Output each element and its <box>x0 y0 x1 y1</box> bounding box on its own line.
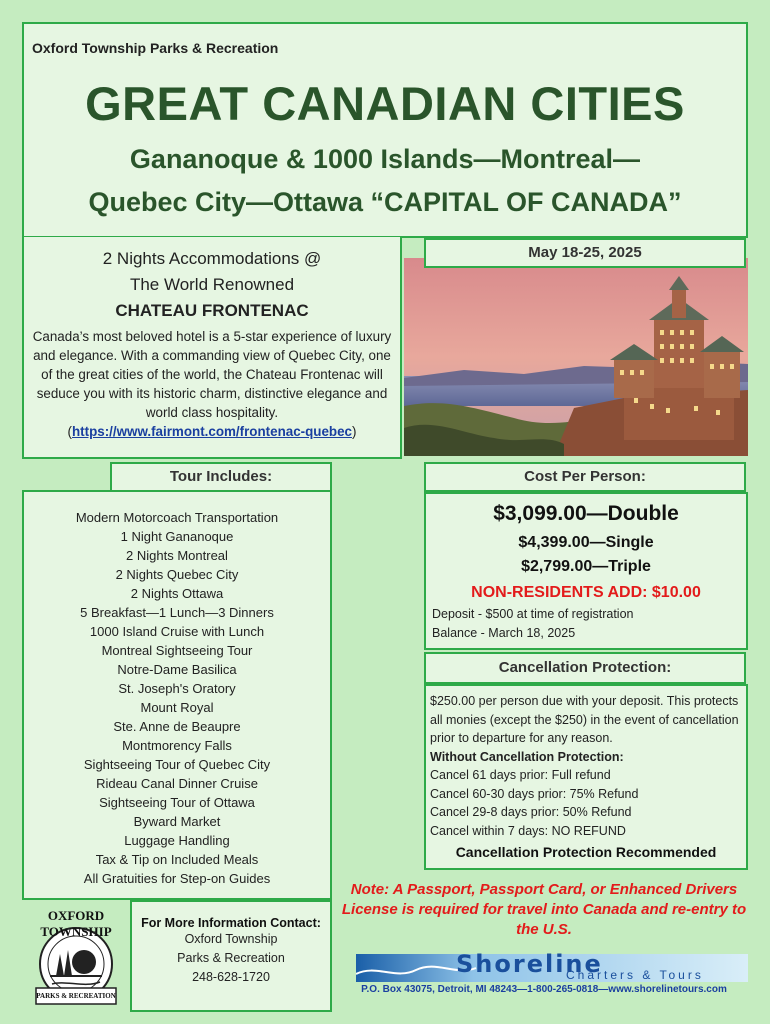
accommodation-line1: 2 Nights Accommodations @ <box>102 249 322 268</box>
tour-item: Mount Royal <box>140 700 214 715</box>
without-protection-heading: Without Cancellation Protection: <box>430 749 624 764</box>
cancellation-recommended: Cancellation Protection Recommended <box>455 844 717 860</box>
tour-item: 2 Nights Ottawa <box>130 586 224 601</box>
link-close-paren: ) <box>351 424 357 439</box>
subtitle-line1: Gananoque & 1000 Islands—Montreal— <box>129 144 641 174</box>
accommodation-line2: The World Renowned <box>129 275 295 294</box>
tour-item: 2 Nights Montreal <box>126 548 228 563</box>
tour-item: Luggage Handling <box>124 833 230 848</box>
page-title: GREAT CANADIAN CITIES <box>85 77 685 130</box>
contact-panel <box>130 900 332 1012</box>
deposit-info: Deposit - $500 at time of registration <box>432 607 634 621</box>
hotel-description-text: Canada’s most beloved hotel is a 5-star experience of luxury and elegance. With a commanding view of Quebec City, one of the great cities of the world, the Chateau Frontenac will seduce you with its historic charm, distinctive elegance and world class hospitality. <box>32 329 392 420</box>
balance-info: Balance - March 18, 2025 <box>432 626 576 640</box>
tour-item: Montmorency Falls <box>122 738 232 753</box>
cancellation-heading: Cancellation Protection: <box>424 652 746 684</box>
header-panel <box>22 22 748 238</box>
cancellation-rule: Cancel 61 days prior: Full refund <box>430 768 611 782</box>
cancellation-panel <box>424 684 748 870</box>
tour-item: 1 Night Gananoque <box>120 529 234 544</box>
tour-item: All Gratuities for Step-on Guides <box>83 871 271 886</box>
hotel-description <box>32 327 392 441</box>
logo-bottom-text: PARKS & RECREATION <box>36 992 116 1000</box>
contact-heading: For More Information Contact: <box>141 916 321 930</box>
nonresident-surcharge: NON-RESIDENTS ADD: $10.00 <box>471 584 701 601</box>
tour-item: Ste. Anne de Beaupre <box>113 719 241 734</box>
cancellation-rule: Cancel 60-30 days prior: 75% Refund <box>430 786 639 801</box>
tour-item: Montreal Sightseeing Tour <box>101 643 253 658</box>
logo-top-text: OXFORD TOWNSHIP <box>40 908 112 939</box>
tour-item: Tax & Tip on Included Meals <box>95 852 259 867</box>
hotel-website-link[interactable]: https://www.fairmont.com/frontenac-quebec <box>72 424 352 439</box>
tour-item: St. Joseph's Oratory <box>118 681 236 696</box>
cancellation-rule: Cancel within 7 days: NO REFUND <box>430 823 626 838</box>
passport-note: Note: A Passport, Passport Card, or Enhanced Drivers License is required for travel into Canada and re-entry to the U.S. <box>341 881 747 938</box>
tour-item: Notre-Dame Basilica <box>117 662 237 677</box>
tour-item: Byward Market <box>133 814 221 829</box>
chateau-photo-illustration <box>404 258 748 456</box>
tour-item: Sightseeing Tour of Quebec City <box>83 757 271 772</box>
organization-name: Oxford Township Parks & Recreation <box>32 40 279 56</box>
contact-phone: 248-628-1720 <box>192 970 270 984</box>
hotel-name: CHATEAU FRONTENAC <box>115 301 309 320</box>
link-open-paren: ( <box>67 424 72 439</box>
price-single: $4,399.00—Single <box>518 534 654 551</box>
tour-dates: May 18-25, 2025 <box>424 238 746 268</box>
tour-includes-list <box>22 490 332 900</box>
shoreline-logo <box>356 950 748 982</box>
shoreline-address: P.O. Box 43075, Detroit, MI 48243—1-800-265-0818—www.shorelinetours.com <box>361 984 727 995</box>
oxford-township-logo <box>20 906 132 1010</box>
contact-dept: Parks & Recreation <box>177 951 285 965</box>
tour-item: 5 Breakfast—1 Lunch—3 Dinners <box>80 605 274 620</box>
cost-panel <box>424 492 748 650</box>
shoreline-tagline: Charters & Tours <box>566 968 704 982</box>
chateau-frontenac-photo <box>404 258 748 456</box>
tour-item: Rideau Canal Dinner Cruise <box>96 776 258 791</box>
tour-item: 2 Nights Quebec City <box>115 567 239 582</box>
price-triple: $2,799.00—Triple <box>521 558 651 575</box>
cancellation-text: $250.00 per person due with your deposit. This protects all monies (except the $250) in the event of cancellation prior to departure for any reason. <box>430 694 739 745</box>
subtitle-line2: Quebec City—Ottawa “CAPITAL OF CANADA” <box>88 187 682 217</box>
tour-includes-heading: Tour Includes: <box>110 462 332 492</box>
contact-org: Oxford Township <box>184 932 278 946</box>
shoreline-name: Shoreline <box>456 950 603 978</box>
price-double: $3,099.00—Double <box>493 502 679 525</box>
cancellation-rule: Cancel 29-8 days prior: 50% Refund <box>430 805 632 819</box>
tour-item: Modern Motorcoach Transportation <box>75 510 279 525</box>
accommodation-panel <box>22 237 402 459</box>
tour-item: Sightseeing Tour of Ottawa <box>99 795 255 810</box>
tour-item: 1000 Island Cruise with Lunch <box>89 624 265 639</box>
cost-heading: Cost Per Person: <box>424 462 746 492</box>
